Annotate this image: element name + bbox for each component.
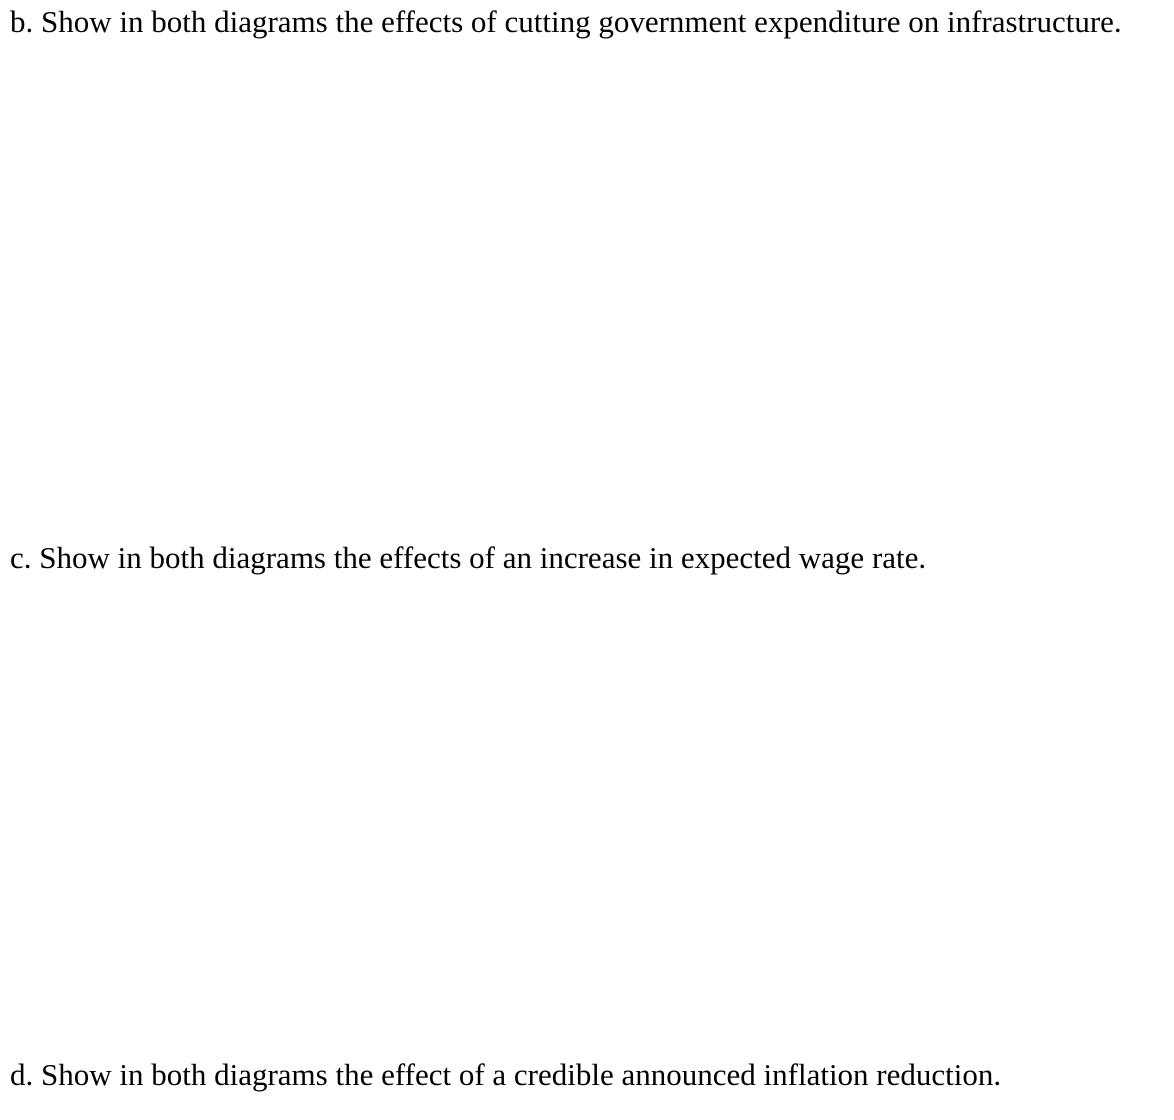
question-d-text: d. Show in both diagrams the effect of a credible announced inflation reduction.	[10, 1057, 1002, 1092]
question-b-text: b. Show in both diagrams the effects of cutting government expenditure on infrastructure.	[10, 4, 1122, 39]
question-c-text: c. Show in both diagrams the effects of an increase in expected wage rate.	[10, 540, 927, 575]
